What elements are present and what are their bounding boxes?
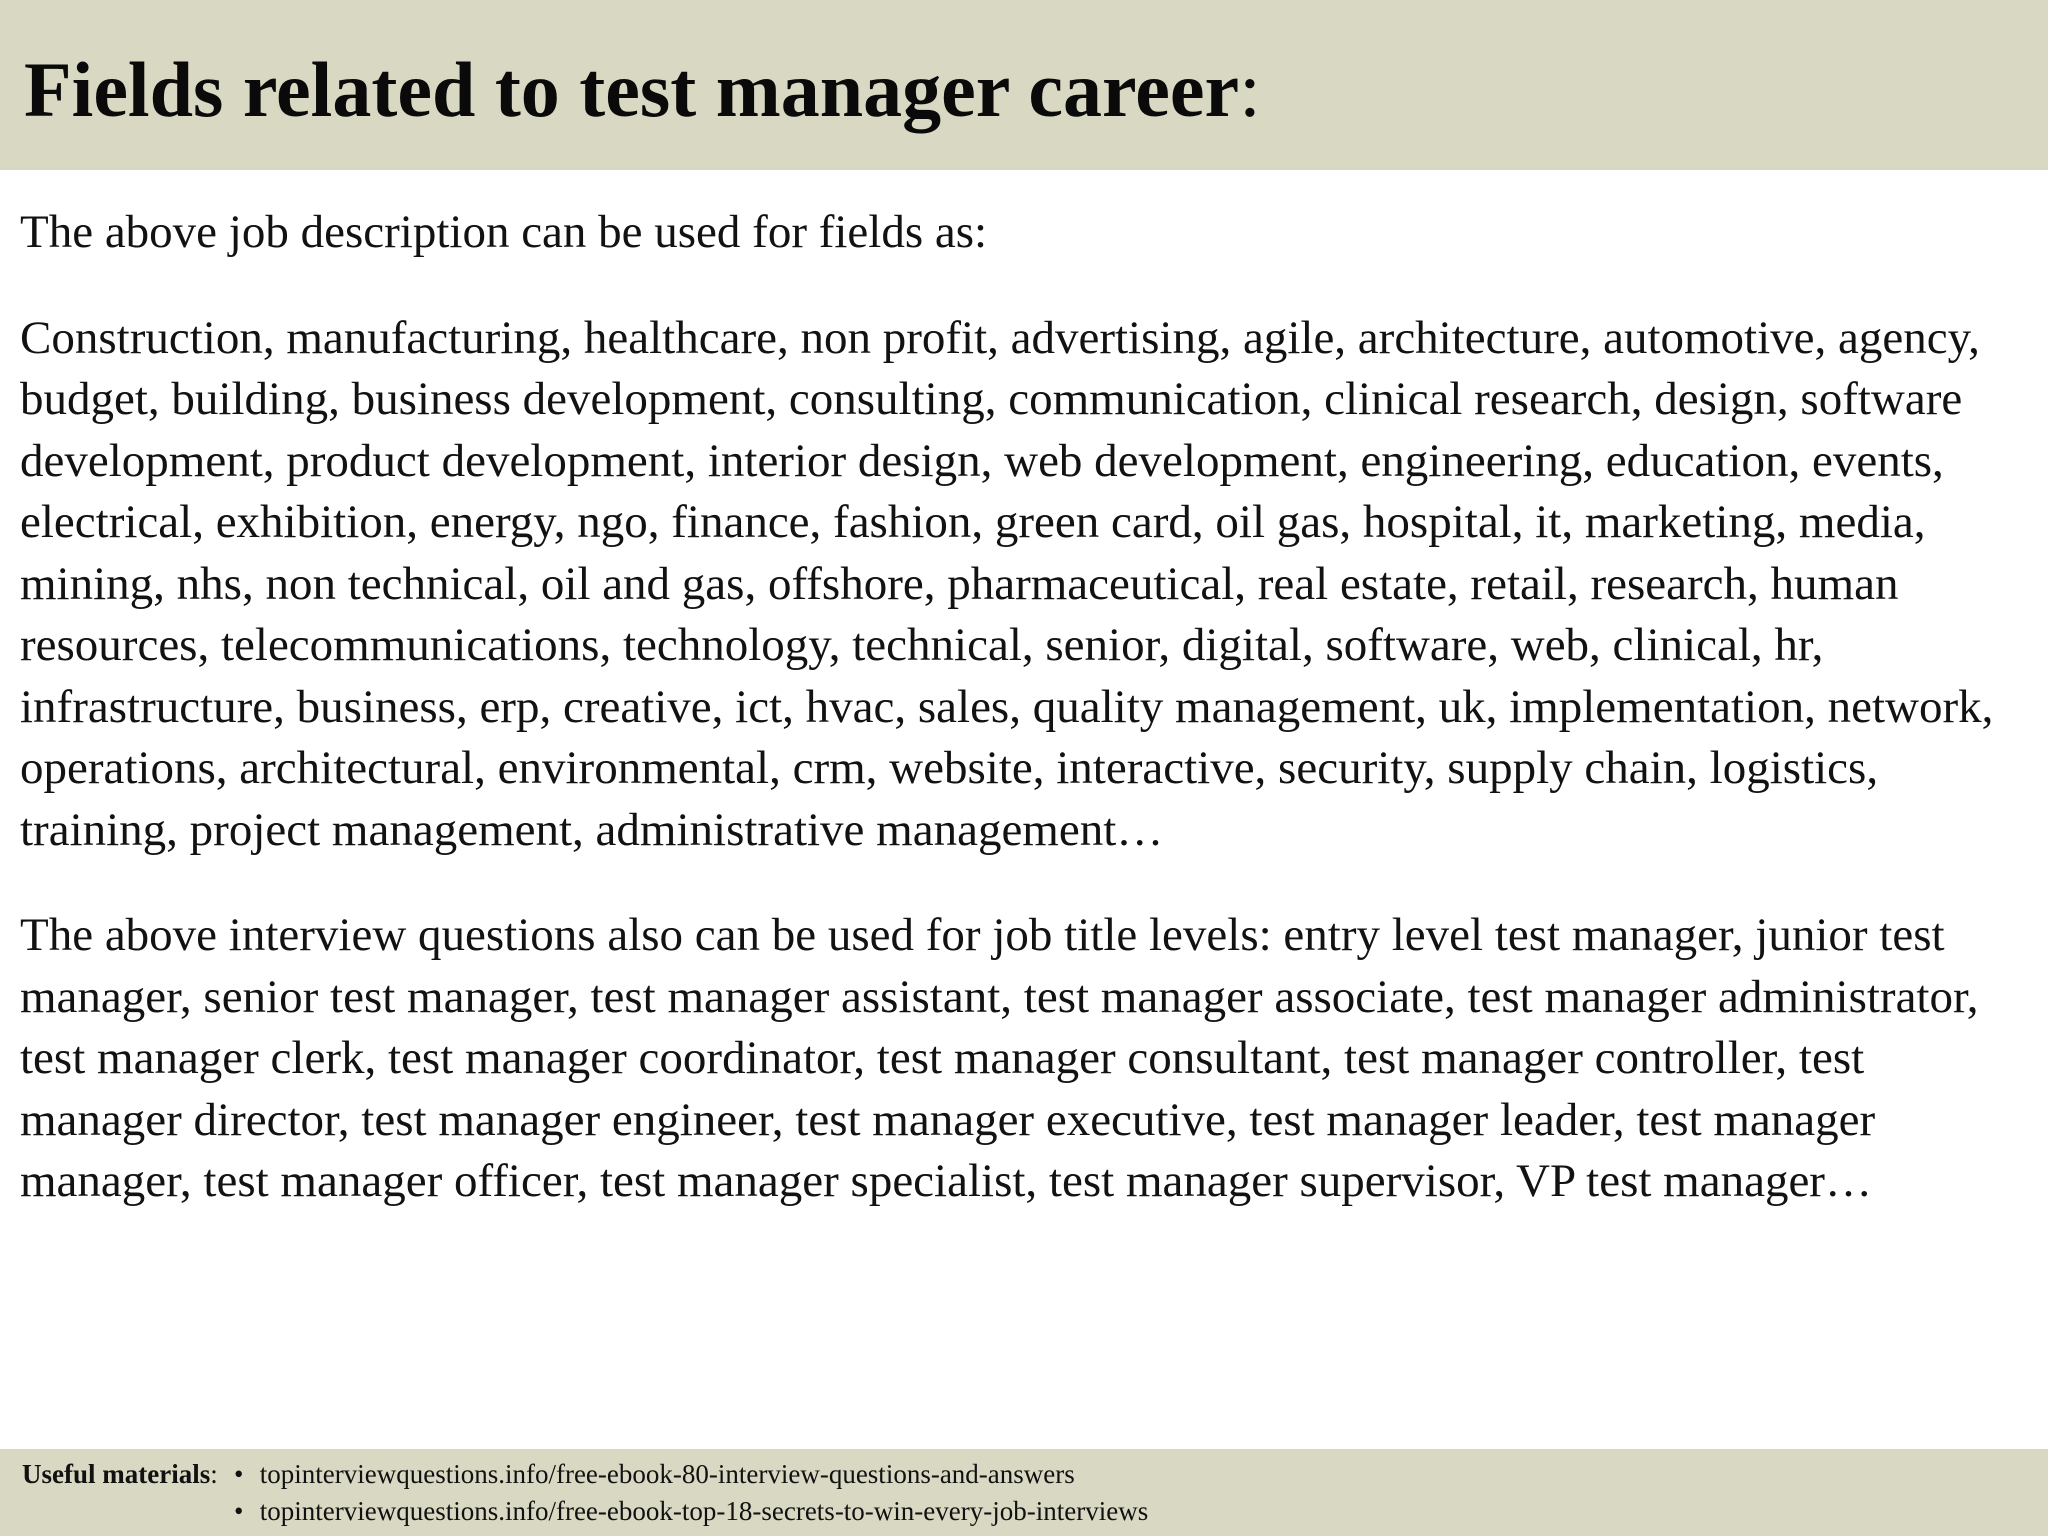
- page-title: [24, 44, 1261, 136]
- material-link-item: [234, 1456, 1148, 1493]
- intro-text: The above job description can be used for fields as:: [20, 206, 988, 258]
- material-link-18-secrets[interactable]: topinterviewquestions.info/free-ebook-top-18-secrets-to-win-every-job-interviews: [259, 1496, 1149, 1526]
- useful-materials-footer: [0, 1449, 2048, 1536]
- fields-list-text: Construction, manufacturing, healthcare, non profit, advertising, agile, architecture, automotive, agency, budget, building, business development, consulting, communication, clinical research, design, software development, product development, interior design, web development, engineering, education, events, electrical, exhibition, energy, ngo, finance, fashion, green card, oil gas, hospital, it, marketing, media, mining, nhs, non technical, oil and gas, offshore, pharmaceutical, real estate, retail, research, human resources, telecommunications, technology, technical, senior, digital, software, web, clinical, hr, infrastructure, business, erp, creative, ict, hvac, sales, quality management, uk, implementation, network, operations, architectural, environmental, crm, website, interactive, security, supply chain, logistics, training, project management, administrative management…: [20, 311, 1994, 856]
- material-link-80-questions[interactable]: topinterviewquestions.info/free-ebook-80-interview-questions-and-answers: [259, 1459, 1075, 1489]
- useful-materials-list: [234, 1456, 1148, 1530]
- material-link-item: [234, 1493, 1148, 1530]
- useful-materials-title: Useful materials: [22, 1459, 211, 1489]
- useful-materials-label: [22, 1456, 218, 1492]
- job-levels-text: The above interview questions also can be used for job title levels: entry level test manager, junior test manager, senior test manager, test manager assistant, test manager associate, test manager administrator, test manager clerk, test manager coordinator, test manager consultant, test manager controller, test manager director, test manager engineer, test manager executive, test manager leader, test manager manager, test manager officer, test manager specialist, test manager supervisor, VP test manager…: [20, 909, 1979, 1207]
- page-title-text: Fields related to test manager career: [24, 46, 1240, 133]
- title-bar: [0, 0, 2048, 170]
- slide-content: [20, 202, 2030, 1213]
- page-title-colon: :: [1239, 46, 1261, 133]
- useful-materials-colon: :: [210, 1459, 218, 1489]
